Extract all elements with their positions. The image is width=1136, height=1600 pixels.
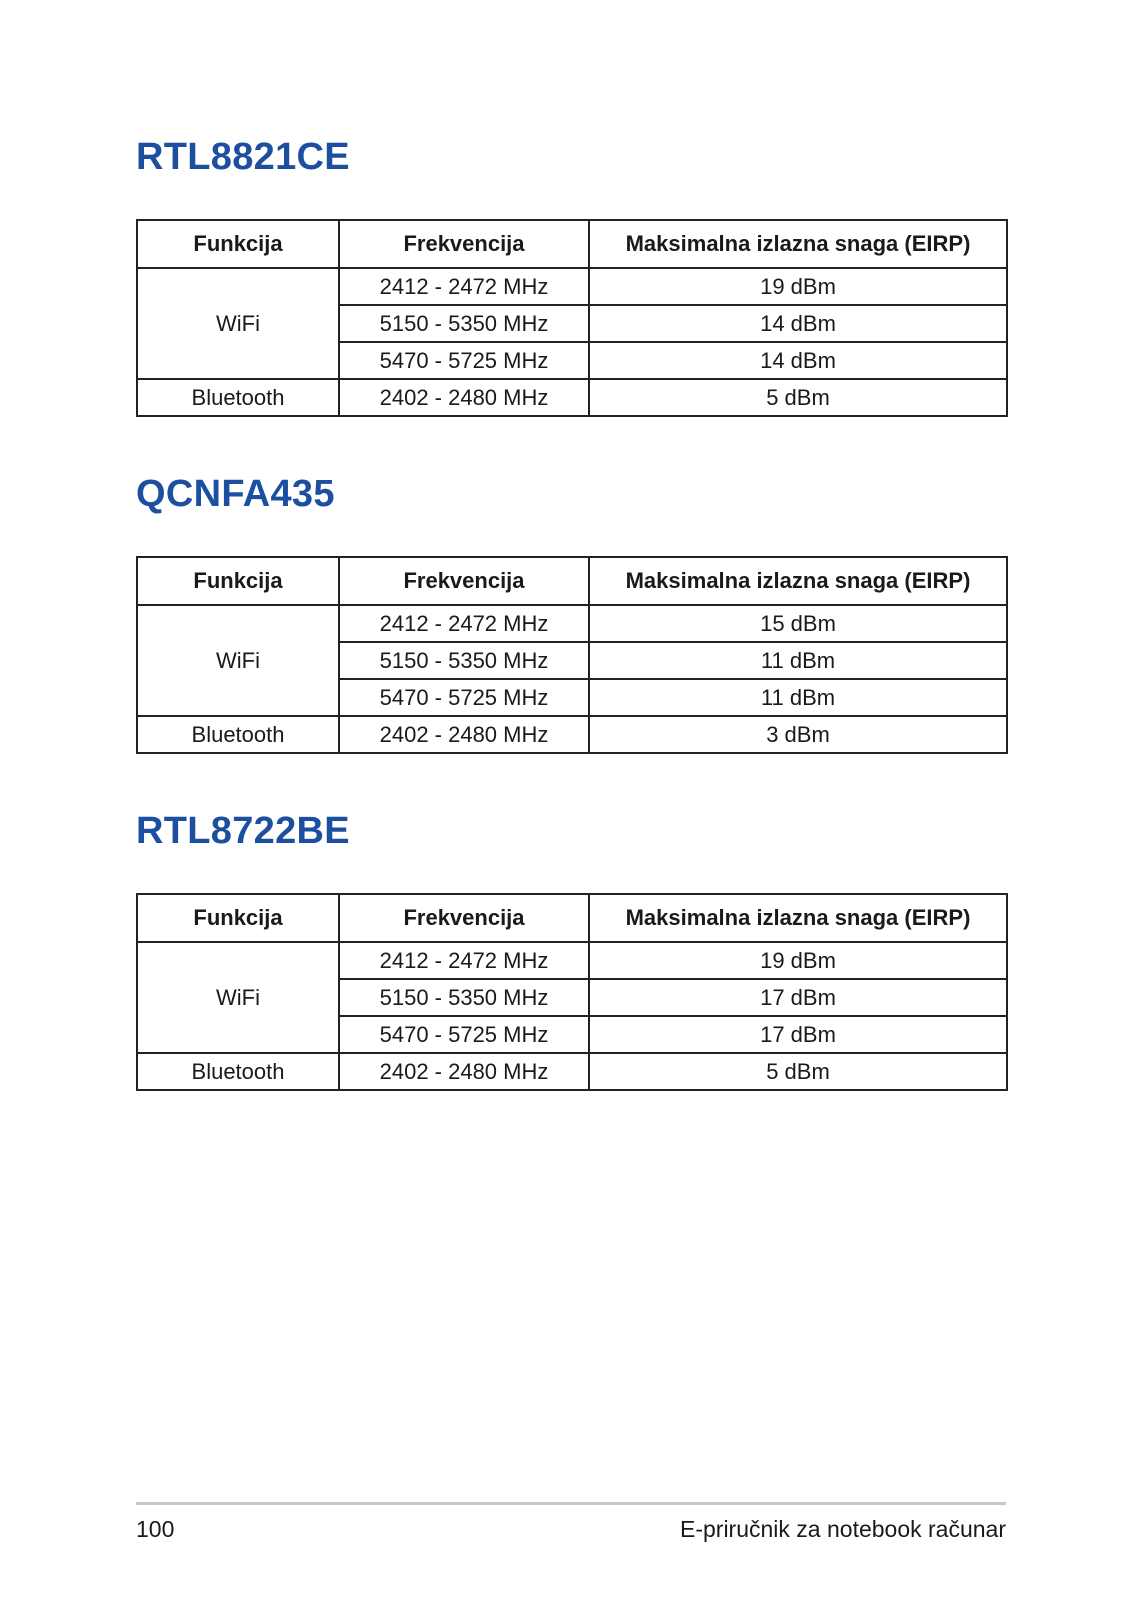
header-power: Maksimalna izlazna snaga (EIRP) (589, 220, 1007, 268)
wifi-label: WiFi (137, 942, 339, 1053)
frequency-cell: 5470 - 5725 MHz (339, 342, 589, 379)
header-frequency: Frekvencija (339, 557, 589, 605)
wifi-label: WiFi (137, 605, 339, 716)
header-function: Funkcija (137, 220, 339, 268)
frequency-cell: 2402 - 2480 MHz (339, 1053, 589, 1090)
frequency-cell: 5150 - 5350 MHz (339, 642, 589, 679)
module-title: RTL8722BE (136, 810, 350, 852)
power-cell: 5 dBm (589, 379, 1007, 416)
table-header-row (137, 557, 1007, 605)
table-row (137, 268, 1007, 305)
frequency-cell: 5470 - 5725 MHz (339, 679, 589, 716)
table-row (137, 1053, 1007, 1090)
module-section (136, 135, 1006, 410)
frequency-cell: 2412 - 2472 MHz (339, 942, 589, 979)
power-cell: 17 dBm (589, 1016, 1007, 1053)
power-cell: 19 dBm (589, 942, 1007, 979)
table-header-row (137, 894, 1007, 942)
spec-table (136, 219, 1008, 417)
power-cell: 17 dBm (589, 979, 1007, 1016)
bluetooth-label: Bluetooth (137, 716, 339, 753)
header-function: Funkcija (137, 894, 339, 942)
frequency-cell: 5150 - 5350 MHz (339, 305, 589, 342)
module-section (136, 809, 1006, 1084)
frequency-cell: 2402 - 2480 MHz (339, 379, 589, 416)
header-frequency: Frekvencija (339, 220, 589, 268)
page-number: 100 (136, 1516, 175, 1542)
header-power: Maksimalna izlazna snaga (EIRP) (589, 894, 1007, 942)
frequency-cell: 5150 - 5350 MHz (339, 979, 589, 1016)
manual-name: E-priručnik za notebook računar (680, 1516, 1006, 1542)
spec-table (136, 556, 1008, 754)
bluetooth-label: Bluetooth (137, 379, 339, 416)
table-row (137, 942, 1007, 979)
wifi-label: WiFi (137, 268, 339, 379)
module-title: RTL8821CE (136, 136, 350, 178)
power-cell: 14 dBm (589, 342, 1007, 379)
footer-divider (136, 1502, 1006, 1505)
module-title: QCNFA435 (136, 473, 335, 515)
module-section (136, 472, 1006, 747)
header-frequency: Frekvencija (339, 894, 589, 942)
frequency-cell: 2402 - 2480 MHz (339, 716, 589, 753)
table-row (137, 379, 1007, 416)
power-cell: 3 dBm (589, 716, 1007, 753)
frequency-cell: 2412 - 2472 MHz (339, 605, 589, 642)
spec-table (136, 893, 1008, 1091)
power-cell: 14 dBm (589, 305, 1007, 342)
table-row (137, 716, 1007, 753)
power-cell: 15 dBm (589, 605, 1007, 642)
header-function: Funkcija (137, 557, 339, 605)
table-row (137, 605, 1007, 642)
frequency-cell: 2412 - 2472 MHz (339, 268, 589, 305)
power-cell: 11 dBm (589, 642, 1007, 679)
bluetooth-label: Bluetooth (137, 1053, 339, 1090)
table-header-row (137, 220, 1007, 268)
frequency-cell: 5470 - 5725 MHz (339, 1016, 589, 1053)
header-power: Maksimalna izlazna snaga (EIRP) (589, 557, 1007, 605)
power-cell: 11 dBm (589, 679, 1007, 716)
power-cell: 19 dBm (589, 268, 1007, 305)
power-cell: 5 dBm (589, 1053, 1007, 1090)
